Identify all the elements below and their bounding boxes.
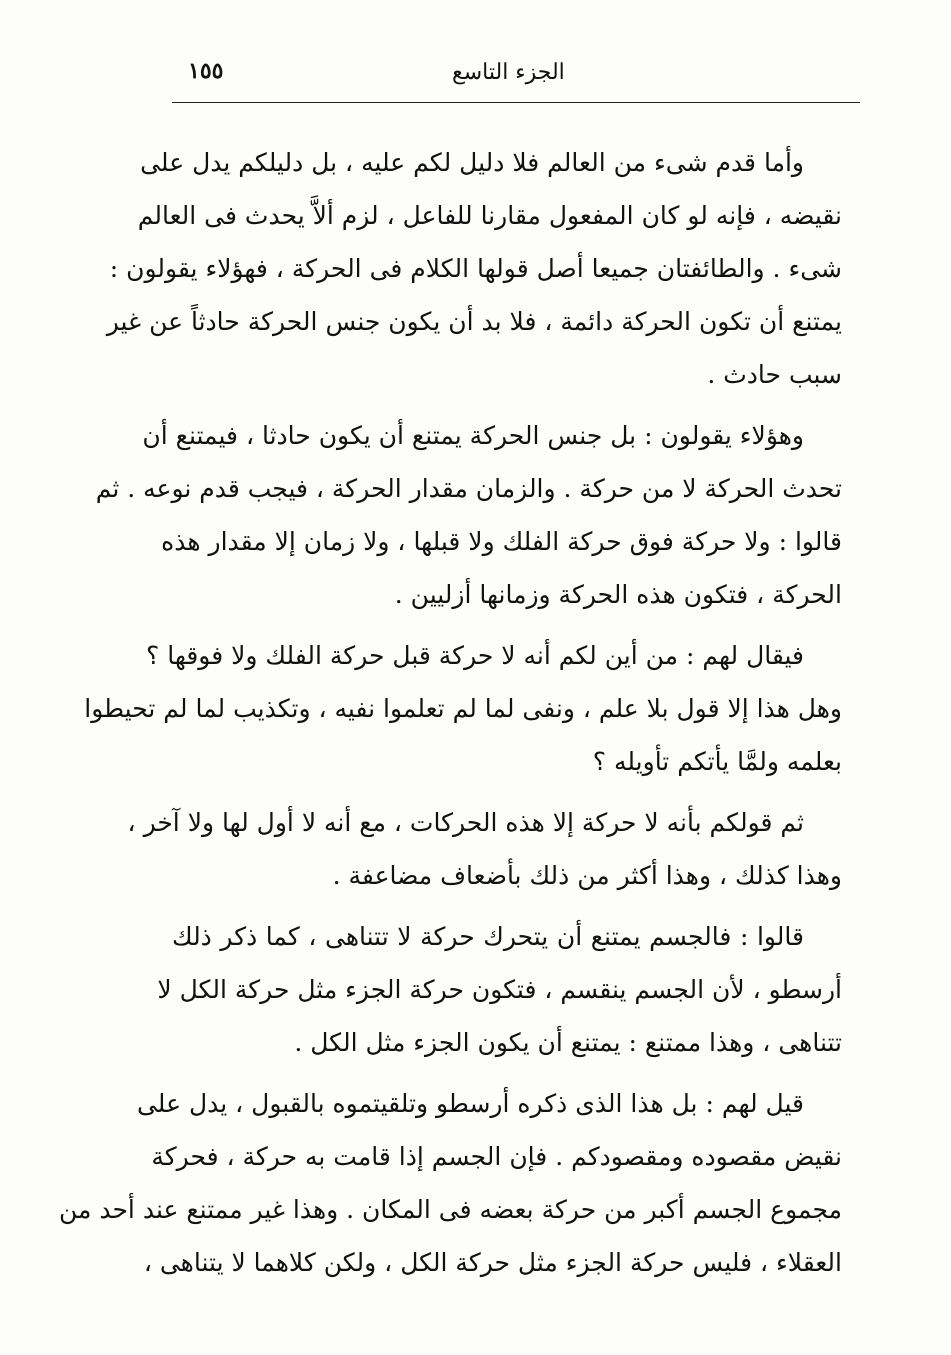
page-number: ١٥٥ <box>188 58 224 84</box>
text-line: وأما قدم شىء من العالم فلا دليل لكم عليه ، بل دليلكم يدل على <box>140 148 804 177</box>
text-line: ثم قولكم بأنه لا حركة إلا هذه الحركات ، مع أنه لا أول لها ولا آخر ، <box>127 808 804 837</box>
running-title: الجزء التاسع <box>452 60 565 85</box>
text-line: قالوا : فالجسم يمتنع أن يتحرك حركة لا تتناهى ، كما ذكر ذلك <box>172 922 804 951</box>
text-line: شىء . والطائفتان جميعا أصل قولها الكلام فى الحركة ، فهؤلاء يقولون : <box>109 254 842 283</box>
body-text <box>58 136 842 1289</box>
text-line: يمتنع أن تكون الحركة دائمة ، فلا بد أن يكون جنس الحركة حادثاً عن غير <box>106 307 842 336</box>
text-line: نقيض مقصوده ومقصودكم . فإن الجسم إذا قامت به حركة ، فحركة <box>151 1142 842 1171</box>
text-line: تحدث الحركة لا من حركة . والزمان مقدار الحركة ، فيجب قدم نوعه . ثم <box>95 474 842 503</box>
text-line: وهذا كذلك ، وهذا أكثر من ذلك بأضعاف مضاعفة . <box>332 861 842 890</box>
paragraph <box>84 629 842 788</box>
page-header <box>172 58 860 103</box>
text-line: تتناهى ، وهذا ممتنع : يمتنع أن يكون الجزء مثل الكل . <box>294 1028 842 1057</box>
text-line: قالوا : ولا حركة فوق حركة الفلك ولا قبلها ، ولا زمان إلا مقدار هذه <box>161 527 842 556</box>
paragraph <box>106 136 842 401</box>
text-line: قيل لهم : بل هذا الذى ذكره أرسطو وتلقيتموه بالقبول ، يدل على <box>136 1089 804 1118</box>
text-line: بعلمه ولمَّا يأتكم تأويله ؟ <box>592 747 842 776</box>
paragraph <box>95 409 842 621</box>
text-line: العقلاء ، فليس حركة الجزء مثل حركة الكل ، ولكن كلاهما لا يتناهى ، <box>143 1248 842 1277</box>
paragraph <box>58 1077 842 1289</box>
text-line: سبب حادث . <box>707 360 842 389</box>
paragraph <box>127 796 842 902</box>
text-line: فيقال لهم : من أين لكم أنه لا حركة قبل حركة الفلك ولا فوقها ؟ <box>145 641 804 670</box>
paragraph <box>157 910 842 1069</box>
text-line: وهؤلاء يقولون : بل جنس الحركة يمتنع أن يكون حادثا ، فيمتنع أن <box>142 421 804 450</box>
text-line: أرسطو ، لأن الجسم ينقسم ، فتكون حركة الجزء مثل حركة الكل لا <box>157 975 842 1004</box>
text-line: مجموع الجسم أكبر من حركة بعضه فى المكان . وهذا غير ممتنع عند أحد من <box>58 1195 842 1224</box>
text-line: وهل هذا إلا قول بلا علم ، ونفى لما لم تعلموا نفيه ، وتكذيب لما لم تحيطوا <box>84 694 842 723</box>
text-line: نقيضه ، فإنه لو كان المفعول مقارنا للفاعل ، لزم ألاَّ يحدث فى العالم <box>137 201 842 230</box>
text-line: الحركة ، فتكون هذه الحركة وزمانها أزليين . <box>394 580 842 609</box>
